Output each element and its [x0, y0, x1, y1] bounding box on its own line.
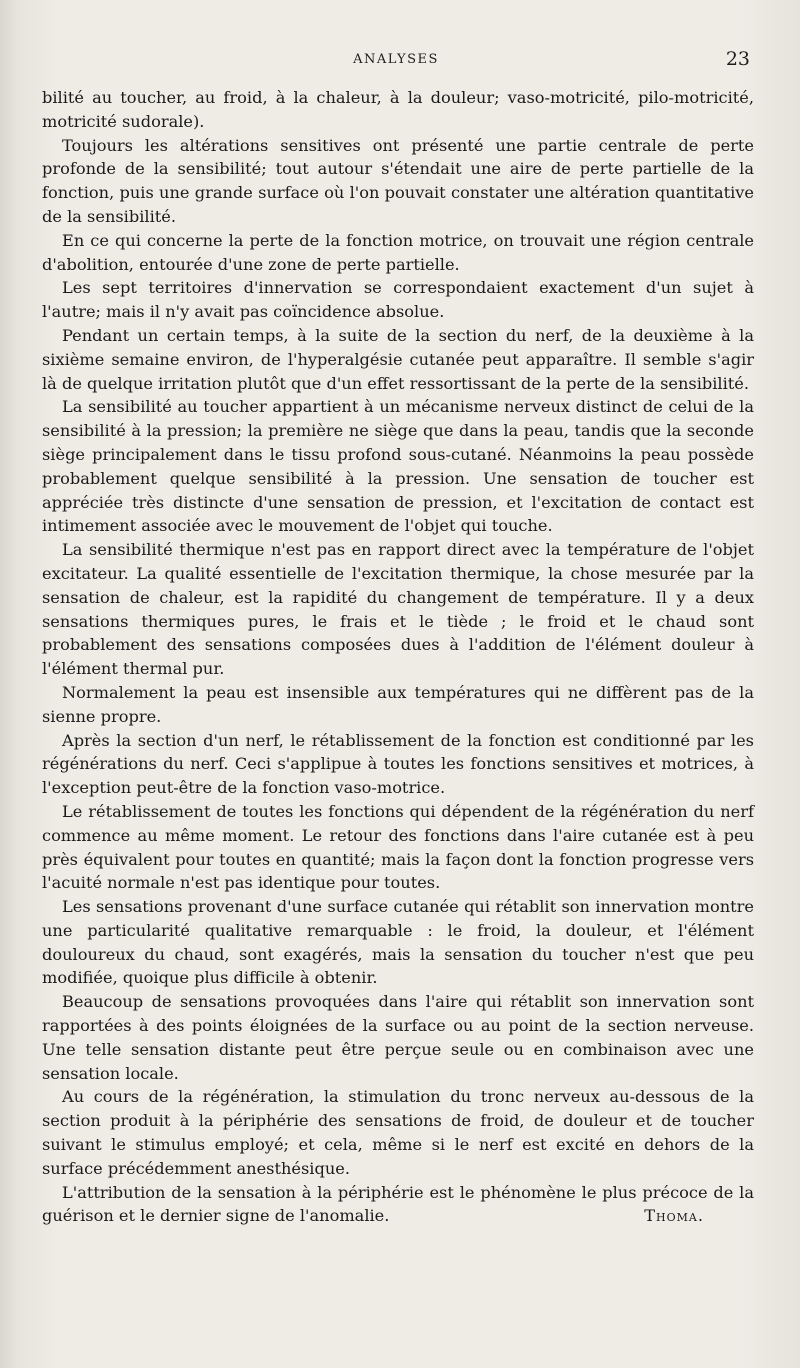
paragraph: bilité au toucher, au froid, à la chaleur, à la douleur; vaso-motricité, pilo-motricité, motricité sudorale).	[42, 88, 754, 131]
paragraph: Pendant un certain temps, à la suite de la section du nerf, de la deuxième à la sixième semaine environ, de l'hyperalgésie cutanée peut apparaître. Il semble s'agir là de quelque irritation plutôt que d'un effet ressortissant de la perte de la sensibilité.	[42, 325, 754, 393]
paragraph: Les sensations provenant d'une surface cutanée qui rétablit son innervation montre une particularité qualitative remarquable : le froid, la douleur, et l'élément douloureux du chaud, sont exagérés, mais la sensation du toucher n'est que peu modifiée, quoique plus difficile à obtenir.	[42, 897, 754, 988]
paragraph: En ce qui concerne la perte de la fonction motrice, on trouvait une région centrale d'abolition, entourée d'une zone de perte partielle.	[42, 230, 754, 274]
paragraph: Après la section d'un nerf, le rétablissement de la fonction est conditionné par les régénérations du nerf. Ceci s'applipue à toutes les fonctions sensitives et motrices, à l'exception peut-être de la fonction vaso-motrice.	[42, 730, 754, 798]
page-number: 23	[725, 48, 750, 70]
paragraph: La sensibilité thermique n'est pas en rapport direct avec la température de l'objet excitateur. La qualité essentielle de l'excitation thermique, la chose mesurée par la sensation de chaleur, est la rapidité du changement de température. Il y a deux sensations thermiques pures, le frais et le tiède ; le froid et le chaud sont probablement des sensations composées dues à l'addition de l'élément douleur à l'élément thermal pur.	[42, 540, 754, 679]
last-paragraph	[42, 1181, 754, 1229]
article-body	[42, 86, 754, 1228]
paragraph: Le rétablissement de toutes les fonctions qui dépendent de la régénération du nerf commence au même moment. Le retour des fonctions dans l'aire cutanée est à peu près équivalent pour toutes en quantité; mais la façon dont la fonction progresse vers l'acuité normale n'est pas identique pour toutes.	[42, 801, 754, 893]
paragraph: Les sept territoires d'innervation se correspondaient exactement d'un sujet à l'autre; mais il n'y avait pas coïncidence absolue.	[42, 278, 754, 322]
paragraph-text: L'attribution de la sensation à la périphérie est le phénomène le plus précoce de la guérison et le dernier signe de l'anomalie.	[42, 1182, 754, 1226]
paragraph: Beaucoup de sensations provoquées dans l'aire qui rétablit son innervation sont rapportées à des points éloignées de la surface ou au point de la section nerveuse. Une telle sensation distante peut être perçue seule ou en combinaison avec une sensation locale.	[42, 992, 754, 1083]
author-signature: Thoma.	[644, 1206, 704, 1226]
page-header	[42, 48, 750, 78]
paragraph: Normalement la peau est insensible aux températures qui ne diffèrent pas de la sienne propre.	[42, 682, 754, 726]
paragraph: Toujours les altérations sensitives ont présenté une partie centrale de perte profonde de la sensibilité; tout autour s'étendait une aire de perte partielle de la fonction, puis une grande surface où l'on pouvait constater une altération quantitative de la sensibilité.	[42, 135, 754, 226]
running-title: ANALYSES	[353, 52, 439, 67]
paragraph: Au cours de la régénération, la stimulation du tronc nerveux au-dessous de la section produit à la périphérie des sensations de froid, de douleur et de toucher suivant le stimulus employé; et cela, même si le nerf est excité en dehors de la surface précédemment anesthésique.	[42, 1087, 754, 1178]
paragraph: La sensibilité au toucher appartient à un mécanisme nerveux distinct de celui de la sensibilité à la pression; la première ne siège que dans la peau, tandis que la seconde siège principalement dans le tissu profond sous-cutané. Néanmoins la peau possède probablement quelque sensibilité à la pression. Une sensation de toucher est appréciée très distincte d'une sensation de pression, et l'excitation de contact est intimement associée avec le mouvement de l'objet qui touche.	[42, 397, 754, 536]
